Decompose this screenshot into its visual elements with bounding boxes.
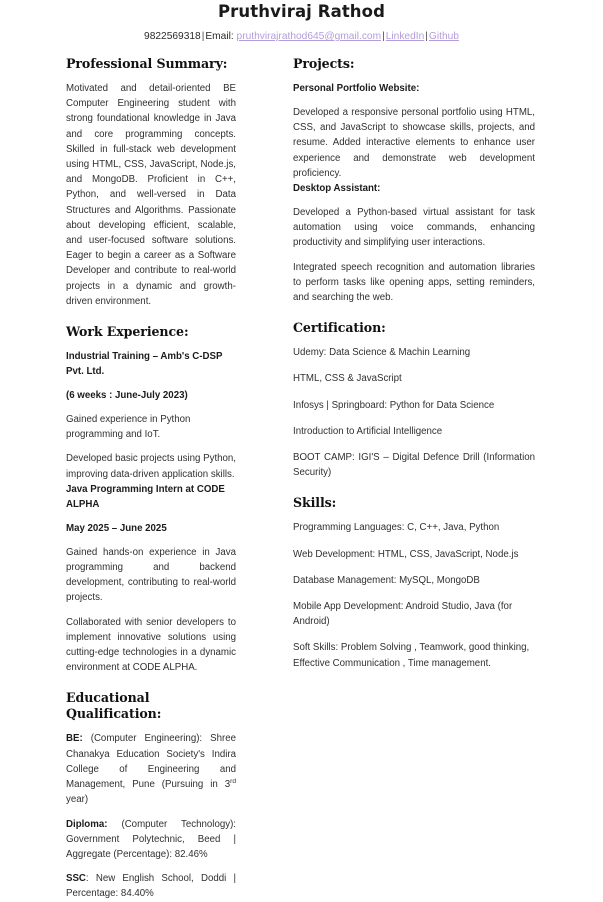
work-experience-job	[66, 482, 236, 676]
skill-item: Programming Languages: C, C++, Java, Python	[293, 522, 500, 534]
education-label: BE:	[66, 733, 83, 745]
contact-separator-3: |	[425, 31, 428, 42]
section-professional-summary	[66, 56, 236, 309]
contact-line	[0, 30, 603, 44]
education-detail: : New English School, Doddi | Percentage: 84.40%	[66, 873, 236, 900]
education-detail: (Computer Engineering): Shree Chanakya Education Society's Indira College of Engineering and Management, Pune (Pursuing in 3	[66, 733, 236, 791]
email-label: Email:	[205, 31, 234, 42]
job-bullet: Gained experience in Python programming and IoT.	[66, 414, 191, 441]
section-title-certification: Certification:	[293, 320, 386, 336]
job-dates: (6 weeks : June-July 2023)	[66, 390, 188, 402]
linkedin-link[interactable]: LinkedIn	[385, 31, 425, 42]
section-education	[66, 690, 236, 901]
section-skills	[293, 495, 535, 670]
skill-item: Mobile App Development: Android Studio, Java (for Android)	[293, 601, 513, 628]
project-description: Developed a Python-based virtual assistant for task automation using voice commands, enhancing productivity and simplifying user interactions.	[293, 207, 535, 249]
page-title: Pruthviraj Rathod	[217, 2, 385, 21]
job-bullet: Gained hands-on experience in Java programming and backend development, contributing to real-world projects.	[66, 546, 236, 604]
education-detail: (Computer Technology): Government Polytechnic, Beed | Aggregate (Percentage): 82.46%	[66, 818, 236, 860]
section-certification	[293, 320, 535, 480]
education-entry	[66, 871, 236, 901]
project-name: Desktop Assistant:	[293, 183, 381, 195]
section-title-skills: Skills:	[293, 495, 337, 511]
work-experience-job	[66, 349, 236, 482]
section-projects	[293, 56, 535, 305]
education-entry	[66, 817, 236, 863]
resume-columns	[0, 44, 603, 902]
certification-item: Introduction to Artificial Intelligence	[293, 425, 443, 437]
education-detail-tail: year)	[66, 794, 89, 806]
contact-separator-2: |	[382, 31, 385, 42]
education-entry	[66, 731, 236, 807]
skill-item: Web Development: HTML, CSS, JavaScript, Node.js	[293, 548, 519, 560]
job-role: Java Programming Intern at CODE ALPHA	[66, 483, 225, 510]
section-work-experience	[66, 324, 236, 675]
skill-item: Soft Skills: Problem Solving , Teamwork, good thinking, Effective Communication , Time management.	[293, 642, 530, 669]
section-title-work-experience: Work Experience:	[66, 324, 189, 340]
contact-separator-1: |	[201, 31, 205, 42]
education-label: SSC	[66, 873, 86, 885]
email-link[interactable]: pruthvirajrathod645@gmail.com	[236, 31, 382, 42]
job-bullet: Developed basic projects using Python, improving data-driven application skills.	[66, 453, 236, 480]
phone-number: 9822569318	[144, 31, 201, 42]
certification-item: Udemy: Data Science & Machin Learning	[293, 347, 471, 359]
education-ordinal-suffix: rd	[230, 777, 236, 785]
section-title-professional-summary: Professional Summary:	[66, 56, 228, 71]
resume-header	[0, 0, 603, 44]
right-column	[245, 56, 603, 671]
project-name: Personal Portfolio Website:	[293, 83, 420, 94]
certification-item: HTML, CSS & JavaScript	[293, 373, 402, 385]
job-bullet: Collaborated with senior developers to implement innovative solutions using cutting-edge technologies in a dynamic environment at CODE ALPHA.	[66, 616, 236, 674]
section-title-education: Educational Qualification:	[66, 690, 162, 722]
project-item	[293, 81, 535, 181]
job-dates: May 2025 – June 2025	[66, 522, 167, 534]
project-description: Developed a responsive personal portfolio using HTML, CSS, and JavaScript to showcase skills, projects, and resume. Added interactive elements to enhance user experience and demonstrate web development proficiency.	[293, 107, 535, 179]
certification-item: BOOT CAMP: IGI'S – Digital Defence Drill (Information Security)	[293, 452, 535, 479]
job-role: Industrial Training – Amb's C-DSP Pvt. Ltd.	[66, 351, 223, 378]
section-title-projects: Projects:	[293, 56, 355, 71]
skill-item: Database Management: MySQL, MongoDB	[293, 574, 480, 586]
certification-item: Infosys | Springboard: Python for Data Science	[293, 399, 495, 411]
github-link[interactable]: Github	[428, 31, 459, 42]
left-column	[0, 56, 245, 902]
project-description: Integrated speech recognition and automation libraries to perform tasks like opening apps, setting reminders, and searching the web.	[293, 261, 535, 304]
education-label: Diploma:	[66, 818, 108, 830]
project-item	[293, 181, 535, 305]
professional-summary-text: Motivated and detail-oriented BE Computer Engineering student with strong foundational knowledge in Java and core programming concepts. Skilled in full-stack web development using HTML, CSS, JavaScript, Node.js, and MongoDB. Proficient in C++, Python, and well-versed in Data Structures and Algorithms. Passionate about developing efficient, scalable, and user-focused software solutions. Eager to begin a career as a Software Developer and contribute to real-world projects in a dynamic and growth-driven environment.	[66, 83, 236, 307]
